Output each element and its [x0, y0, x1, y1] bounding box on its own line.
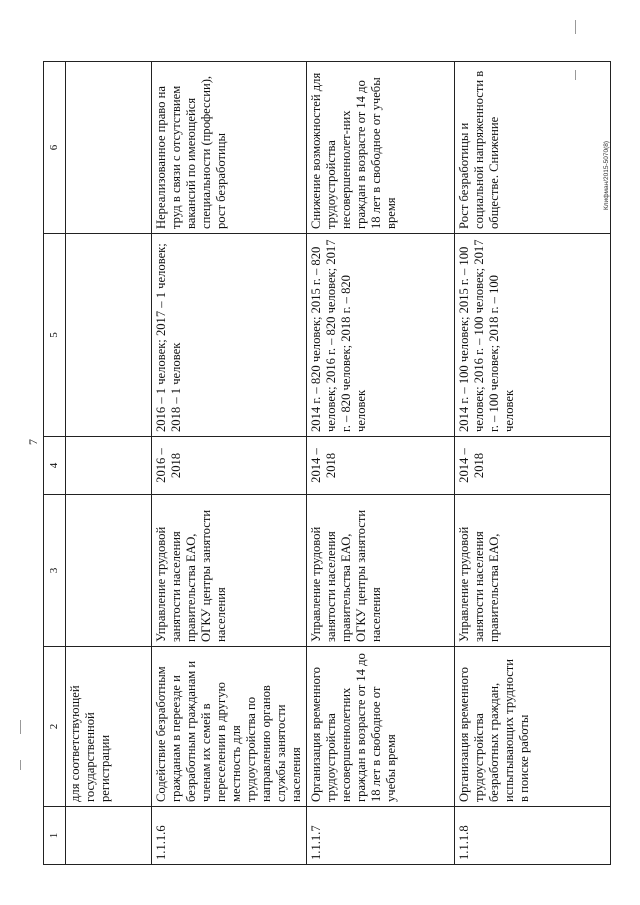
table-header-row	[44, 62, 66, 865]
measure-name: Содействие безработным гражданам в переезде и безработным гражданам и членам их семей в переселении в другую местность для трудоустройства по направлению органов службы занятости населения	[152, 647, 307, 807]
scan-mark	[20, 760, 21, 770]
document-footer-code: Клифман/2015-5070(8)	[603, 140, 610, 210]
header-cell: 6	[44, 62, 66, 234]
executor: Управление трудовой занятости населения правительства ЕАО,	[455, 495, 611, 647]
period: 2016 – 2018	[152, 437, 307, 495]
indicators: 2016 – 1 человек; 2017 – 1 человек; 2018 – 1 человек	[152, 234, 307, 437]
executor: Управление трудовой занятости населения правительства ЕАО, ОГКУ центры занятости населения	[152, 495, 307, 647]
table-row	[152, 62, 307, 865]
header-cell: 5	[44, 234, 66, 437]
header-cell: 1	[44, 807, 66, 865]
measure-name: Организация временного трудоустройства безработных граждан, испытывающих трудности в поиске работы	[455, 647, 611, 807]
header-cell: 3	[44, 495, 66, 647]
indicators: 2014 г. – 100 человек; 2015 г. – 100 человек; 2016 г. – 100 человек; 2017 г. – 100 человек; 2018 г. – 100 человек	[455, 234, 611, 437]
scan-mark	[575, 20, 576, 34]
measure-name: для соответствующей государственной регистрации	[66, 647, 152, 807]
header-cell: 2	[44, 647, 66, 807]
period: 2014 – 2018	[307, 437, 455, 495]
period: 2014 – 2018	[455, 437, 611, 495]
rotated-table-wrapper	[43, 62, 605, 865]
row-number	[66, 807, 152, 865]
scan-mark	[575, 70, 576, 80]
scan-mark	[20, 720, 21, 734]
consequences: Рост безработицы и социальной напряженности в обществе. Снижение	[455, 62, 611, 234]
executor: Управление трудовой занятости населения правительства ЕАО, ОГКУ центры занятости населения	[307, 495, 455, 647]
table-row	[66, 62, 152, 865]
table-row	[307, 62, 455, 865]
header-cell: 4	[44, 437, 66, 495]
indicators: 2014 г. – 820 человек; 2015 г. – 820 человек; 2016 г. – 820 человек; 2017 г. – 820 человек; 2018 г. – 820 человек	[307, 234, 455, 437]
row-number: 1.1.1.6	[152, 807, 307, 865]
indicators	[66, 234, 152, 437]
row-number: 1.1.1.8	[455, 807, 611, 865]
consequences	[66, 62, 152, 234]
row-number: 1.1.1.7	[307, 807, 455, 865]
measures-table	[43, 61, 611, 865]
consequences: Снижение возможностей для трудоустройства несовершеннолет-них граждан в возрасте от 14 до 18 лет в свободное от учебы время	[307, 62, 455, 234]
measure-name: Организация временного трудоустройства несовершеннолетних граждан в возрасте от 14 до 18 лет в свободное от учебы время	[307, 647, 455, 807]
period	[66, 437, 152, 495]
consequences: Нереализованное право на труд в связи с отсутствием вакансий по имеющейся специальности (профессии), рост безработицы	[152, 62, 307, 234]
executor	[66, 495, 152, 647]
table-row	[455, 62, 611, 865]
page-number: 7	[26, 439, 40, 445]
